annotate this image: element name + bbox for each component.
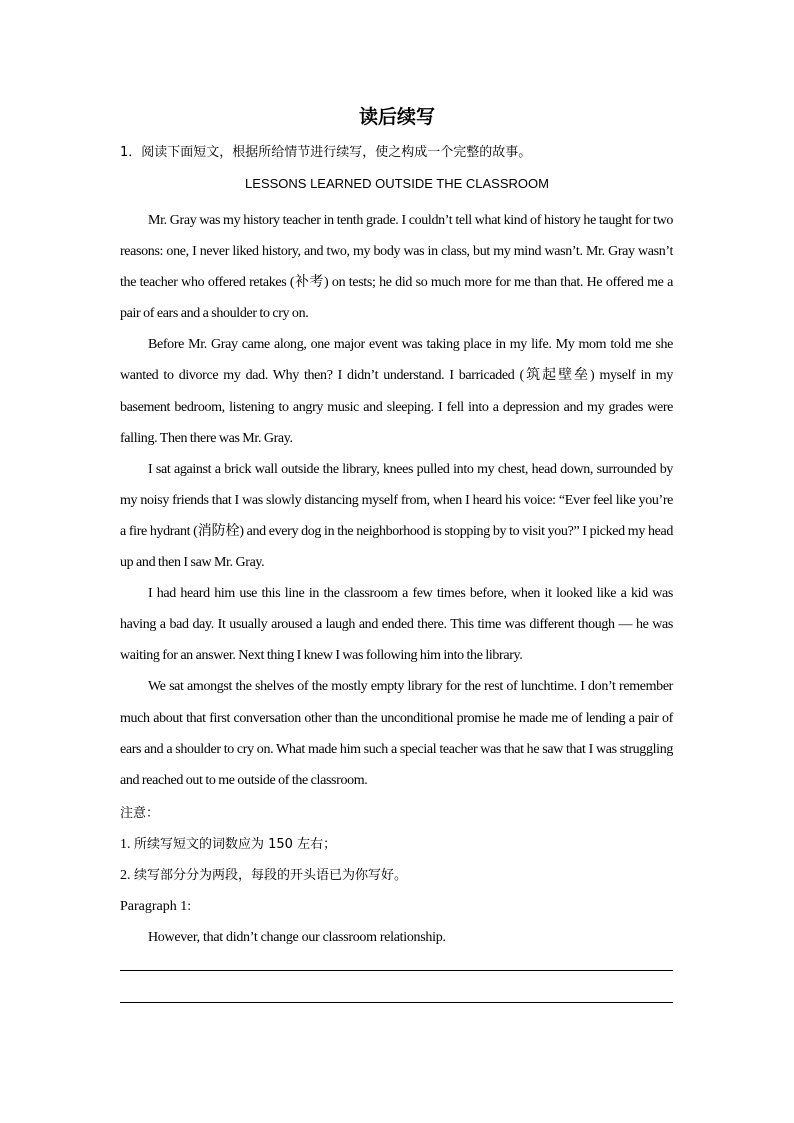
passage-paragraph: Before Mr. Gray came along, one major event was taking place in my life. My mom told me she wanted to divorce my dad. Why then? I didn’t understand. I barricaded (筑起壁垒) myself in my basement bedroom, listening to angry music and sleeping. I fell into a depression and my grades were falling. Then there was Mr. Gray. [120,337,673,446]
passage-paragraph: Mr. Gray was my history teacher in tenth grade. I couldn’t tell what kind of history he taught for two reasons: one, I never liked history, and two, my body was in class, but my mind wasn’t. Mr. Gray wasn’t the teacher who offered retakes (补考) on tests; he did so much more for me than that. He offered me a pair of ears and a shoulder to cry on. [120,213,673,322]
note-text: 所续写短文的词数应为 150 左右； [134,837,337,853]
passage-paragraph: I sat against a brick wall outside the library, knees pulled into my chest, head down, surrounded by my noisy friends that I was slowly distancing myself from, when I heard his voice: “Ever feel like you’re a fire hydrant (消防栓) and every dog in the neighborhood is stopping by to visit you?” I picked my head up and then I saw Mr. Gray. [120,461,673,571]
reading-passage [120,205,673,796]
answer-line[interactable] [120,1002,673,1003]
note-number: 2. [120,868,131,884]
passage-paragraph: I had heard him use this line in the classroom a few times before, when it looked like a kid was having a bad day. It usually aroused a laugh and ended there. This time was different though — he was waiting for an answer. Next thing I knew I was following him into the library. [120,586,673,664]
passage-title: LESSONS LEARNED OUTSIDE THE CLASSROOM [245,176,549,191]
paragraph-starter: However, that didn’t change our classroom relationship. [148,930,446,946]
paragraph-label: Paragraph 1: [120,899,192,915]
answer-line[interactable] [120,970,673,971]
task-instruction: 1．阅读下面短文，根据所给情节进行续写，使之构成一个完整的故事。 [120,145,532,160]
notes-section [120,798,673,953]
note-item [120,829,673,860]
note-item [120,860,673,891]
passage-paragraph: We sat amongst the shelves of the mostly empty library for the rest of lunchtime. I don’t remember much about that first conversation other than the unconditional promise he made me of lending a pair of ears and a shoulder to cry on. What made him such a special teacher was that he saw that I was struggling and reached out to me outside of the classroom. [120,679,673,788]
note-text: 续写部分分为两段，每段的开头语已为你写好。 [134,868,408,884]
notes-label: 注意： [120,806,160,821]
page-title: 读后续写 [358,106,435,128]
note-number: 1. [120,837,131,853]
